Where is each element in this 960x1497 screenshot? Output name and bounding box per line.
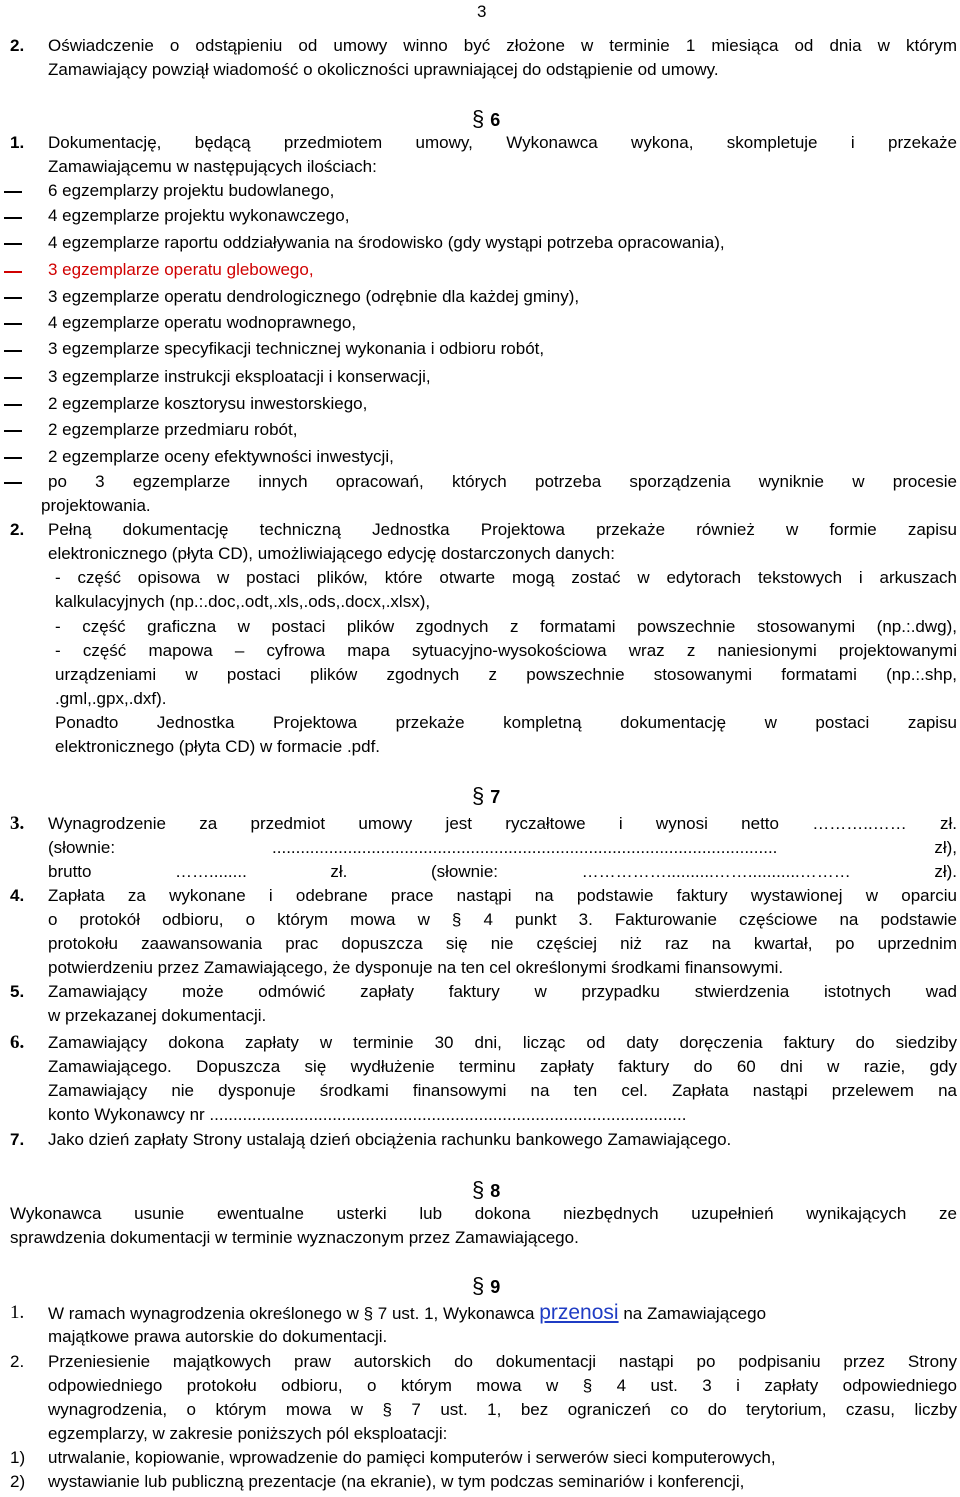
list-item: 4 egzemplarze projektu wykonawczego, [48,206,350,225]
list-dash [4,430,22,432]
list-item: 2 egzemplarze oceny efektywności inwestycji, [48,447,394,466]
paragraph-text: Wynagrodzenie za przedmiot umowy jest ryczałtowe i wynosi netto ………..…… zł. [48,814,957,833]
section-heading-6: § 6 [472,106,501,131]
paragraph-text: Zamawiający powziął wiadomość o okoliczności uprawniającej do odstąpienie od umowy. [48,60,719,79]
paragraph-text: Zamawiającemu w następujących ilościach: [48,157,377,176]
paragraph-text: o protokół odbioru, o którym mowa w § 4 punkt 3. Fakturowanie częściowe na podstawie [48,910,957,929]
paragraph-text: potwierdzeniu przez Zamawiającego, że dysponuje na ten cel określonymi środkami finansowymi. [48,958,784,977]
subitem-text: kalkulacyjnych (np.:.doc,.odt,.xls,.ods,.docx,.xlsx), [55,592,431,611]
list-number: 1) [10,1448,26,1467]
subitem-text: - część mapowa – cyfrowa mapa sytuacyjno-wysokościowa wraz z naniesionymi projektowanymi [55,641,957,660]
paragraph-number: 6. [10,1032,25,1053]
paragraph-text: Pełną dokumentację techniczną Jednostka Projektowa przekaże również w formie zapisu [48,520,957,539]
list-item: utrwalanie, kopiowanie, wprowadzenie do pamięci komputerów i serwerów sieci komputerowych, [48,1448,776,1467]
paragraph-text: Zamawiający nie dysponuje środkami finansowymi na ten cel. Zapłata nastąpi przelewem na [48,1081,957,1100]
paragraph-text: Wykonawca usunie ewentualne usterki lub dokona niezbędnych uzupełnień wynikających ze [10,1204,957,1223]
paragraph-text-part: na Zamawiającego [623,1304,767,1323]
paragraph-text: Zamawiający dokona zapłaty w terminie 30 dni, licząc od daty doręczenia faktury do siedziby [48,1033,957,1052]
list-item: 2 egzemplarze przedmiaru robót, [48,420,298,439]
paragraph-text: elektronicznego (płyta CD), umożliwiającego edycję dostarczonych danych: [48,544,615,563]
list-item: 4 egzemplarze raportu oddziaływania na środowisko (gdy wystąpi potrzeba opracowania), [48,233,725,252]
list-item: 3 egzemplarze operatu dendrologicznego (odrębnie dla każdej gminy), [48,287,580,306]
subitem-text: - część opisowa w postaci plików, które otwarte mogą zostać w edytorach tekstowych i arkuszach [55,568,957,587]
list-dash [4,271,22,273]
paragraph-text-part: W ramach wynagrodzenia określonego w § 7 ust. 1, Wykonawca [48,1304,535,1323]
subitem-text: - część graficzna w postaci plików zgodnych z formatami powszechnie stosowanymi (np.:.dwg), [55,617,957,636]
list-dash [4,323,22,325]
paragraph-text: Jako dzień zapłaty Strony ustalają dzień obciążenia rachunku bankowego Zamawiającego. [48,1130,732,1149]
paragraph-number: 7. [10,1130,25,1149]
paragraph-number: 3. [10,813,25,834]
list-item-continuation: projektowania. [41,496,151,515]
paragraph-text: majątkowe prawa autorskie do dokumentacji. [48,1327,388,1346]
section-heading-9: § 9 [472,1273,501,1298]
list-dash [4,482,22,484]
paragraph-number: 5. [10,982,25,1001]
paragraph-text: w przekazanej dokumentacji. [48,1006,267,1025]
subitem-text: .gml,.gpx,.dxf). [55,689,167,708]
list-dash [4,350,22,352]
subitem-text: Ponadto Jednostka Projektowa przekaże kompletną dokumentację w postaci zapisu [55,713,957,732]
paragraph-number: 2. [10,520,25,539]
section-heading-7: § 7 [472,783,501,808]
paragraph-text: Zamawiający może odmówić zapłaty faktury w przypadku stwierdzenia istotnych wad [48,982,957,1001]
paragraph-number: 1. [10,1302,25,1323]
paragraph-text: Przeniesienie majątkowych praw autorskich do dokumentacji nastąpi po podpisaniu przez Strony [48,1352,957,1371]
list-dash [4,217,22,219]
page-number: 3 [477,2,487,21]
list-item: po 3 egzemplarze innych opracowań, których potrzeba sporządzenia wyniknie w procesie [48,472,957,491]
list-number: 2) [10,1472,26,1491]
list-dash [4,404,22,406]
paragraph-number: 4. [10,886,25,905]
list-dash [4,297,22,299]
paragraph-text: odpowiedniego protokołu odbioru, o którym mowa w § 4 ust. 3 i zapłaty odpowiedniego [48,1376,957,1395]
list-item: 6 egzemplarzy projektu budowlanego, [48,181,335,200]
przenosi-link[interactable]: przenosi [539,1301,619,1324]
paragraph-number: 2. [10,36,25,55]
paragraph-text: Zamawiającego. Dopuszcza się wydłużenie terminu zapłaty faktury do 60 dni w razie, gdy [48,1057,957,1076]
list-dash [4,377,22,379]
list-item: 4 egzemplarze operatu wodnoprawnego, [48,313,357,332]
paragraph-text: brutto ……........ zł. (słownie: ……………..........……...........……… zł). [48,862,957,881]
paragraph-text: sprawdzenia dokumentacji w terminie wyznaczonym przez Zamawiającego. [10,1228,579,1247]
paragraph-text: Oświadczenie o odstąpieniu od umowy winno być złożone w terminie 1 miesiąca od dnia w którym [48,36,957,55]
subitem-text: urządzeniami w postaci plików zgodnych z powszechnie stosowanymi formatami (np.:.shp, [55,665,957,684]
list-dash [4,191,22,193]
paragraph-text: protokołu zaawansowania prac dopuszcza się nie częściej niż raz na kwartał, po uprzednim [48,934,957,953]
list-item: 2 egzemplarze kosztorysu inwestorskiego, [48,394,368,413]
subitem-text: elektronicznego (płyta CD) w formacie .pdf. [55,737,381,756]
list-item: 3 egzemplarze specyfikacji technicznej wykonania i odbioru robót, [48,339,545,358]
list-item-highlighted: 3 egzemplarze operatu glebowego, [48,260,314,279]
paragraph-text: Zapłata za wykonane i odebrane prace nastąpi na podstawie faktury wystawionej w oparciu [48,886,957,905]
list-item: wystawianie lub publiczną prezentacje (na ekranie), w tym podczas seminariów i konferencji, [48,1472,745,1491]
list-item: 3 egzemplarze instrukcji eksploatacji i konserwacji, [48,367,431,386]
list-dash [4,457,22,459]
paragraph-number: 1. [10,133,25,152]
paragraph-text: wynagrodzenia, o którym mowa w § 7 ust. 1, bez ograniczeń co do terytorium, czasu, liczby [48,1400,957,1419]
paragraph-text: egzemplarzy, w zakresie poniższych pól eksploatacji: [48,1424,448,1443]
paragraph-text: (słownie: ........................................................................................................... zł), [48,838,957,857]
list-dash [4,243,22,245]
paragraph-text [48,1301,957,1326]
paragraph-text: Dokumentację, będącą przedmiotem umowy, Wykonawca wykona, skompletuje i przekaże [48,133,957,152]
section-heading-8: § 8 [472,1177,501,1202]
paragraph-number: 2. [10,1352,25,1371]
paragraph-text: konto Wykonawcy nr ..................................................................................................... [48,1105,687,1124]
